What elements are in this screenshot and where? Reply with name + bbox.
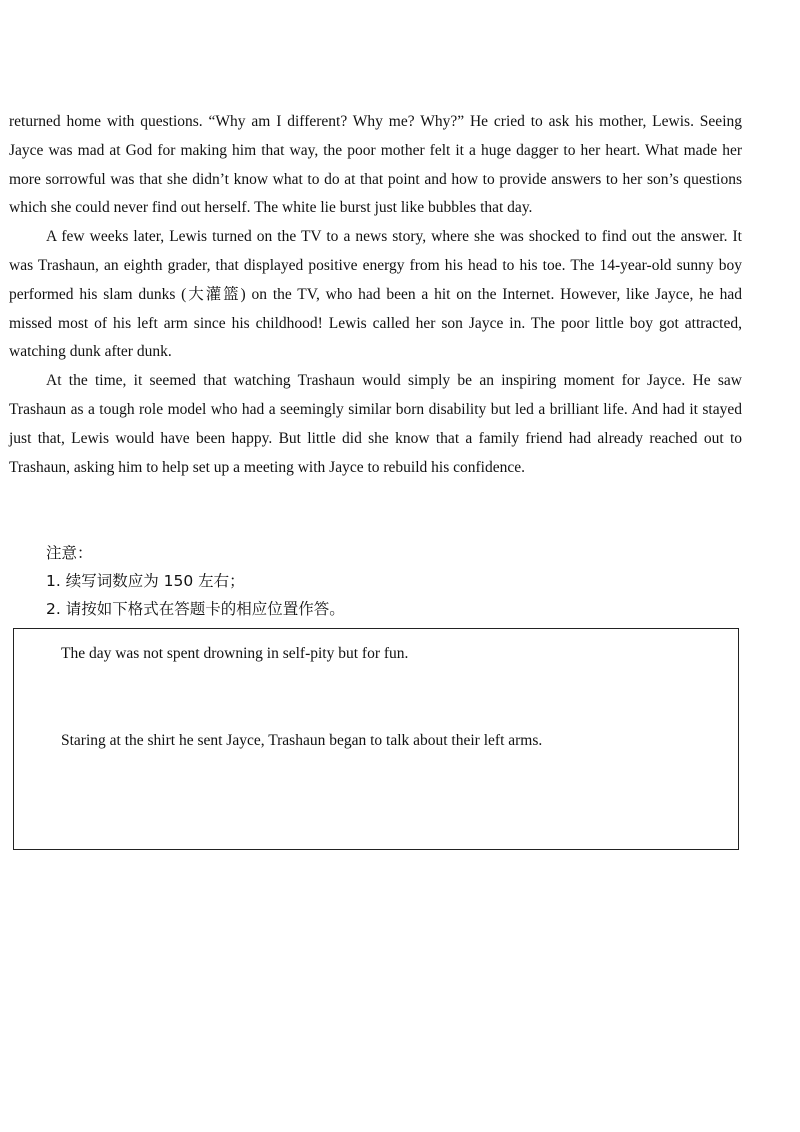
answer-box (13, 628, 739, 850)
passage-paragraph-2: A few weeks later, Lewis turned on the TV to a news story, where she was shocked to find out the answer. It was Trashaun, an eighth grader, that displayed positive energy from his head to his toe. The 14-year-old sunny boy performed his slam dunks (大灌篮) on the TV, who had been a hit on the Internet. However, like Jayce, he had missed most of his left arm since his childhood! Lewis called her son Jayce in. The poor little boy got attracted, watching dunk after dunk. (9, 228, 742, 361)
notes-heading: 注意： (46, 544, 93, 562)
story-passage (9, 108, 742, 482)
passage-paragraph-3: At the time, it seemed that watching Trashaun would simply be an inspiring moment for Jayce. He saw Trashaun as a tough role model who had a seemingly similar born disability but led a brilliant life. And had it stayed just that, Lewis would have been happy. But little did she know that a family friend had already reached out to Trashaun, asking him to help set up a meeting with Jayce to rebuild his confidence. (9, 372, 742, 476)
notes-item-word-count: 1. 续写词数应为 150 左右； (46, 572, 245, 590)
continuation-prompt-2: Staring at the shirt he sent Jayce, Trashaun began to talk about their left arms. (61, 732, 543, 749)
notes-item-format: 2. 请按如下格式在答题卡的相应位置作答。 (46, 600, 345, 618)
instructions-notes (46, 539, 345, 623)
continuation-prompt-1: The day was not spent drowning in self-pity but for fun. (61, 645, 409, 662)
passage-paragraph-1: returned home with questions. “Why am I different? Why me? Why?” He cried to ask his mother, Lewis. Seeing Jayce was mad at God for making him that way, the poor mother felt it a huge dagger to her heart. What made her more sorrowful was that she didn’t know what to do at that point and how to provide answers to her son’s questions which she could never find out herself. The white lie burst just like bubbles that day. (9, 113, 742, 217)
